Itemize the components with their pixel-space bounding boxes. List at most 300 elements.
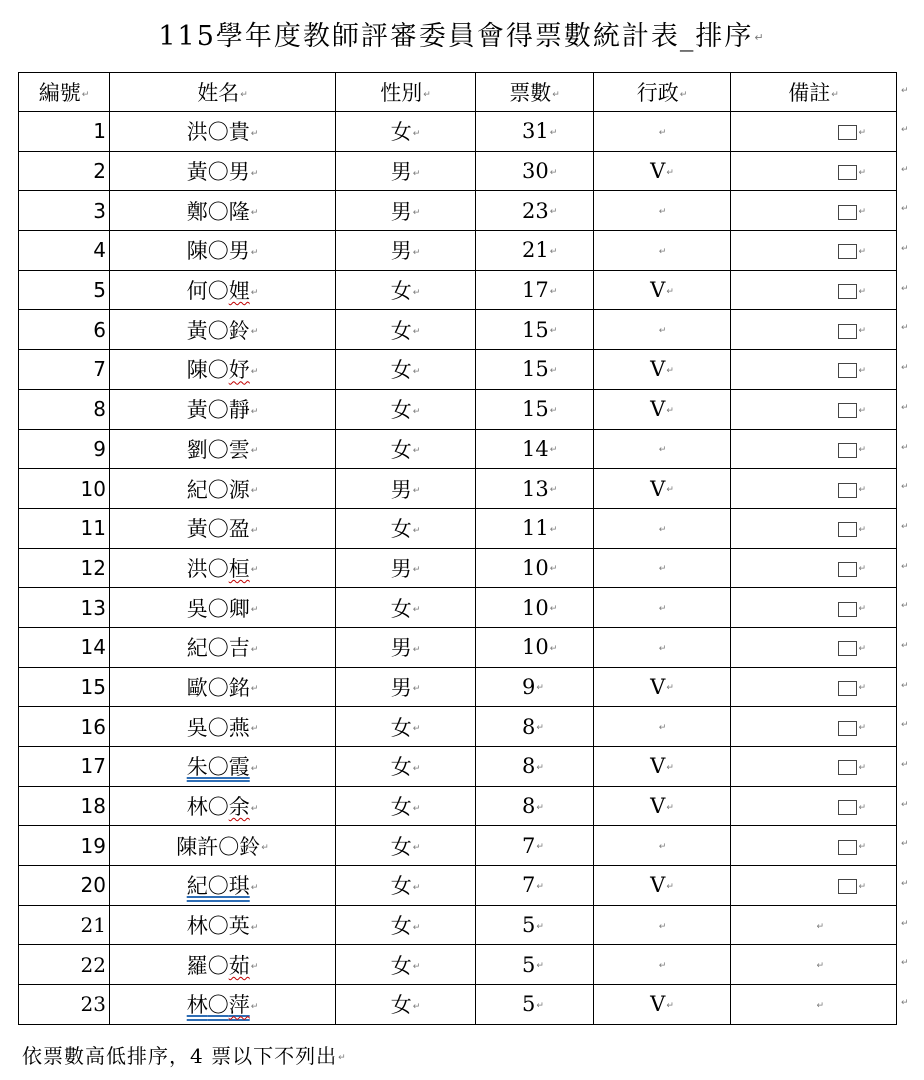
paragraph-mark-icon: ↵ [658, 524, 667, 535]
remark-checkbox[interactable] [838, 165, 857, 180]
header-votes: 票數↵ [476, 73, 594, 112]
cell-remark [731, 548, 897, 588]
paragraph-mark-icon: ↵ [666, 762, 674, 773]
paragraph-mark-icon: ↵ [658, 961, 667, 972]
cell-number: 1 [19, 112, 110, 152]
paragraph-mark-icon: ↵ [658, 564, 667, 575]
paragraph-mark-icon: ↵ [658, 723, 667, 734]
paragraph-mark-icon: ↵ [250, 525, 259, 536]
table-row [19, 270, 897, 310]
paragraph-mark-icon: ↵ [901, 681, 909, 691]
paragraph-mark-icon: ↵ [858, 246, 866, 257]
cell-admin [594, 310, 731, 350]
cell-remark [731, 905, 897, 945]
table-row [19, 866, 897, 906]
cell-remark [731, 350, 897, 390]
paragraph-mark-icon: ↵ [858, 286, 866, 297]
cell-votes: 7↵ [476, 826, 594, 866]
paragraph-mark-icon: ↵ [901, 720, 909, 730]
paragraph-mark-icon: ↵ [901, 284, 909, 294]
cell-remark [731, 786, 897, 826]
paragraph-mark-icon: ↵ [658, 127, 667, 138]
cell-number: 23 [19, 985, 110, 1025]
cell-admin: V↵ [594, 151, 731, 191]
table-row [19, 429, 897, 469]
cell-number: 6 [19, 310, 110, 350]
cell-votes: 10↵ [476, 588, 594, 628]
paragraph-mark-icon: ↵ [666, 881, 674, 892]
cell-gender: 男↵ [336, 667, 476, 707]
table-row [19, 985, 897, 1025]
paragraph-mark-icon: ↵ [858, 207, 866, 218]
cell-admin: V↵ [594, 667, 731, 707]
cell-name: 林〇余↵ [110, 786, 336, 826]
cell-votes: 15↵ [476, 389, 594, 429]
paragraph-mark-icon: ↵ [901, 85, 909, 96]
paragraph-mark-icon: ↵ [901, 601, 909, 611]
paragraph-mark-icon: ↵ [816, 1000, 824, 1011]
paragraph-mark-icon: ↵ [250, 287, 259, 298]
cell-remark [731, 429, 897, 469]
remark-checkbox[interactable] [838, 721, 857, 736]
paragraph-mark-icon: ↵ [549, 524, 558, 535]
table-row [19, 469, 897, 509]
paragraph-mark-icon: ↵ [338, 1052, 347, 1063]
paragraph-mark-icon: ↵ [250, 327, 259, 338]
paragraph-mark-icon: ↵ [658, 326, 667, 337]
cell-name: 黃〇靜↵ [110, 389, 336, 429]
vote-count-table [18, 72, 897, 1025]
cell-gender: 女↵ [336, 985, 476, 1025]
paragraph-mark-icon: ↵ [536, 881, 544, 892]
cell-votes: 8↵ [476, 747, 594, 787]
paragraph-mark-icon: ↵ [250, 128, 259, 139]
cell-votes: 8↵ [476, 707, 594, 747]
remark-checkbox[interactable] [838, 324, 857, 339]
paragraph-mark-icon: ↵ [901, 165, 909, 175]
remark-checkbox[interactable] [838, 125, 857, 140]
paragraph-mark-icon: ↵ [858, 524, 866, 535]
paragraph-mark-icon: ↵ [901, 562, 909, 572]
cell-gender: 女↵ [336, 786, 476, 826]
paragraph-mark-icon: ↵ [250, 565, 259, 576]
cell-remark [731, 469, 897, 509]
table-row [19, 191, 897, 231]
cell-gender: 男↵ [336, 548, 476, 588]
cell-admin [594, 429, 731, 469]
header-admin: 行政↵ [594, 73, 731, 112]
paragraph-mark-icon: ↵ [858, 445, 866, 456]
cell-remark [731, 112, 897, 152]
remark-checkbox[interactable] [838, 403, 857, 418]
paragraph-mark-icon: ↵ [412, 644, 421, 655]
cell-gender: 男↵ [336, 627, 476, 667]
cell-admin: V↵ [594, 866, 731, 906]
cell-number: 16 [19, 707, 110, 747]
paragraph-mark-icon: ↵ [549, 127, 558, 138]
paragraph-mark-icon: ↵ [858, 405, 866, 416]
cell-admin [594, 627, 731, 667]
paragraph-mark-icon: ↵ [901, 998, 909, 1008]
cell-gender: 女↵ [336, 310, 476, 350]
paragraph-mark-icon: ↵ [549, 564, 558, 575]
cell-admin: V↵ [594, 389, 731, 429]
remark-checkbox[interactable] [838, 522, 857, 537]
paragraph-mark-icon: ↵ [901, 125, 909, 135]
paragraph-mark-icon: ↵ [816, 921, 824, 932]
remark-checkbox[interactable] [838, 443, 857, 458]
paragraph-mark-icon: ↵ [658, 207, 667, 218]
cell-votes: 5↵ [476, 905, 594, 945]
paragraph-mark-icon: ↵ [412, 763, 421, 774]
paragraph-mark-icon: ↵ [412, 208, 421, 219]
cell-name: 林〇英↵ [110, 905, 336, 945]
paragraph-mark-icon: ↵ [901, 800, 909, 810]
cell-admin [594, 231, 731, 271]
paragraph-mark-icon: ↵ [901, 839, 909, 849]
cell-number: 11 [19, 508, 110, 548]
paragraph-mark-icon: ↵ [666, 167, 674, 178]
cell-number: 2 [19, 151, 110, 191]
cell-name: 紀〇吉↵ [110, 627, 336, 667]
paragraph-mark-icon: ↵ [412, 406, 421, 417]
paragraph-mark-icon: ↵ [858, 604, 866, 615]
table-row [19, 945, 897, 985]
cell-votes: 5↵ [476, 945, 594, 985]
cell-remark [731, 747, 897, 787]
table-row [19, 905, 897, 945]
cell-name: 陳〇妤↵ [110, 350, 336, 390]
paragraph-mark-icon: ↵ [250, 208, 259, 219]
header-gender: 性別↵ [336, 73, 476, 112]
paragraph-mark-icon: ↵ [250, 882, 259, 893]
remark-checkbox[interactable] [838, 840, 857, 855]
paragraph-mark-icon: ↵ [901, 522, 909, 532]
paragraph-mark-icon: ↵ [412, 565, 421, 576]
remark-checkbox[interactable] [838, 205, 857, 220]
paragraph-mark-icon: ↵ [412, 803, 421, 814]
paragraph-mark-icon: ↵ [858, 365, 866, 376]
cell-gender: 女↵ [336, 588, 476, 628]
cell-gender: 女↵ [336, 508, 476, 548]
paragraph-mark-icon: ↵ [549, 643, 558, 654]
cell-remark [731, 707, 897, 747]
cell-votes: 15↵ [476, 350, 594, 390]
cell-number: 22 [19, 945, 110, 985]
header-name: 姓名↵ [110, 73, 336, 112]
table-header-row [19, 73, 897, 112]
paragraph-mark-icon: ↵ [250, 1001, 259, 1012]
table-row [19, 707, 897, 747]
cell-number: 12 [19, 548, 110, 588]
cell-admin [594, 707, 731, 747]
paragraph-mark-icon: ↵ [549, 326, 558, 337]
cell-votes: 17↵ [476, 270, 594, 310]
cell-number: 19 [19, 826, 110, 866]
paragraph-mark-icon: ↵ [658, 246, 667, 257]
cell-name: 吳〇燕↵ [110, 707, 336, 747]
paragraph-mark-icon: ↵ [412, 446, 421, 457]
paragraph-mark-icon: ↵ [858, 326, 866, 337]
header-number: 編號↵ [19, 73, 110, 112]
paragraph-mark-icon: ↵ [536, 723, 544, 734]
cell-gender: 女↵ [336, 350, 476, 390]
cell-name: 黃〇男↵ [110, 151, 336, 191]
table-body [19, 112, 897, 1025]
paragraph-mark-icon: ↵ [858, 564, 866, 575]
cell-name: 黃〇鈴↵ [110, 310, 336, 350]
cell-number: 15 [19, 667, 110, 707]
table-row [19, 389, 897, 429]
cell-remark [731, 588, 897, 628]
paragraph-mark-icon: ↵ [412, 962, 421, 973]
cell-votes: 31↵ [476, 112, 594, 152]
table-row [19, 786, 897, 826]
cell-admin [594, 905, 731, 945]
remark-checkbox[interactable] [838, 244, 857, 259]
cell-number: 7 [19, 350, 110, 390]
remark-checkbox[interactable] [838, 681, 857, 696]
paragraph-mark-icon: ↵ [666, 485, 674, 496]
paragraph-mark-icon: ↵ [549, 207, 558, 218]
cell-remark [731, 389, 897, 429]
paragraph-mark-icon: ↵ [250, 644, 259, 655]
cell-name: 紀〇源↵ [110, 469, 336, 509]
paragraph-mark-icon: ↵ [858, 802, 866, 813]
cell-remark [731, 826, 897, 866]
cell-number: 5 [19, 270, 110, 310]
paragraph-mark-icon: ↵ [412, 525, 421, 536]
paragraph-mark-icon: ↵ [536, 683, 544, 694]
cell-number: 18 [19, 786, 110, 826]
paragraph-mark-icon: ↵ [658, 445, 667, 456]
paragraph-mark-icon: ↵ [658, 921, 667, 932]
table-row [19, 350, 897, 390]
remark-checkbox[interactable] [838, 363, 857, 378]
cell-name: 洪〇桓↵ [110, 548, 336, 588]
paragraph-mark-icon: ↵ [412, 724, 421, 735]
cell-admin [594, 548, 731, 588]
paragraph-mark-icon: ↵ [536, 921, 544, 932]
paragraph-mark-icon: ↵ [250, 446, 259, 457]
remark-checkbox[interactable] [838, 284, 857, 299]
table-row [19, 112, 897, 152]
paragraph-mark-icon: ↵ [412, 486, 421, 497]
paragraph-mark-icon: ↵ [858, 485, 866, 496]
cell-remark [731, 985, 897, 1025]
remark-checkbox[interactable] [838, 641, 857, 656]
cell-remark [731, 310, 897, 350]
paragraph-mark-icon: ↵ [536, 842, 544, 853]
cell-number: 17 [19, 747, 110, 787]
header-remark: 備註↵ [731, 73, 897, 112]
cell-name: 紀〇琪↵ [110, 866, 336, 906]
cell-votes: 23↵ [476, 191, 594, 231]
paragraph-mark-icon: ↵ [858, 842, 866, 853]
cell-number: 8 [19, 389, 110, 429]
cell-votes: 10↵ [476, 548, 594, 588]
paragraph-mark-icon: ↵ [816, 961, 824, 972]
cell-number: 3 [19, 191, 110, 231]
table-row [19, 508, 897, 548]
table-row [19, 627, 897, 667]
paragraph-mark-icon: ↵ [549, 286, 558, 297]
cell-remark [731, 667, 897, 707]
paragraph-mark-icon: ↵ [250, 962, 259, 973]
paragraph-mark-icon: ↵ [536, 802, 544, 813]
cell-number: 13 [19, 588, 110, 628]
cell-gender: 女↵ [336, 270, 476, 310]
paragraph-mark-icon: ↵ [412, 605, 421, 616]
remark-checkbox[interactable] [838, 602, 857, 617]
table-row [19, 548, 897, 588]
cell-number: 14 [19, 627, 110, 667]
paragraph-mark-icon: ↵ [858, 723, 866, 734]
cell-gender: 女↵ [336, 707, 476, 747]
paragraph-mark-icon: ↵ [901, 244, 909, 254]
cell-gender: 女↵ [336, 866, 476, 906]
cell-number: 9 [19, 429, 110, 469]
cell-admin: V↵ [594, 469, 731, 509]
cell-votes: 14↵ [476, 429, 594, 469]
paragraph-mark-icon: ↵ [250, 366, 259, 377]
paragraph-mark-icon: ↵ [412, 287, 421, 298]
cell-remark [731, 508, 897, 548]
cell-admin [594, 945, 731, 985]
paragraph-mark-icon: ↵ [250, 724, 259, 735]
paragraph-mark-icon: ↵ [536, 1000, 544, 1011]
paragraph-mark-icon: ↵ [536, 961, 544, 972]
cell-gender: 女↵ [336, 389, 476, 429]
paragraph-mark-icon: ↵ [412, 247, 421, 258]
document-title [0, 14, 924, 53]
paragraph-mark-icon: ↵ [666, 1000, 674, 1011]
paragraph-mark-icon: ↵ [666, 802, 674, 813]
paragraph-mark-icon: ↵ [250, 803, 259, 814]
paragraph-mark-icon: ↵ [901, 403, 909, 413]
paragraph-mark-icon: ↵ [412, 684, 421, 695]
table-row [19, 747, 897, 787]
paragraph-mark-icon: ↵ [658, 643, 667, 654]
paragraph-mark-icon: ↵ [858, 683, 866, 694]
cell-admin [594, 112, 731, 152]
table-row [19, 826, 897, 866]
cell-remark [731, 270, 897, 310]
cell-admin: V↵ [594, 270, 731, 310]
document-title-text: 115學年度教師評審委員會得票數統計表_排序 [158, 21, 754, 52]
paragraph-mark-icon: ↵ [858, 881, 866, 892]
cell-gender: 女↵ [336, 112, 476, 152]
cell-admin: V↵ [594, 985, 731, 1025]
cell-votes: 5↵ [476, 985, 594, 1025]
cell-remark [731, 866, 897, 906]
paragraph-mark-icon: ↵ [250, 406, 259, 417]
paragraph-mark-icon: ↵ [901, 363, 909, 373]
cell-number: 21 [19, 905, 110, 945]
cell-admin [594, 508, 731, 548]
paragraph-mark-icon: ↵ [666, 365, 674, 376]
cell-votes: 30↵ [476, 151, 594, 191]
cell-admin: V↵ [594, 786, 731, 826]
cell-name: 陳許〇鈴↵ [110, 826, 336, 866]
cell-admin [594, 826, 731, 866]
paragraph-mark-icon: ↵ [901, 641, 909, 651]
cell-votes: 13↵ [476, 469, 594, 509]
paragraph-mark-icon: ↵ [549, 365, 558, 376]
cell-admin: V↵ [594, 350, 731, 390]
paragraph-mark-icon: ↵ [549, 604, 558, 615]
paragraph-mark-icon: ↵ [658, 842, 667, 853]
cell-gender: 女↵ [336, 747, 476, 787]
cell-votes: 7↵ [476, 866, 594, 906]
remark-checkbox[interactable] [838, 800, 857, 815]
paragraph-mark-icon: ↵ [412, 1001, 421, 1012]
paragraph-mark-icon: ↵ [901, 482, 909, 492]
cell-admin [594, 191, 731, 231]
paragraph-mark-icon: ↵ [412, 882, 421, 893]
cell-name: 鄭〇隆↵ [110, 191, 336, 231]
cell-gender: 男↵ [336, 151, 476, 191]
remark-checkbox[interactable] [838, 760, 857, 775]
paragraph-mark-icon: ↵ [412, 922, 421, 933]
paragraph-mark-icon: ↵ [901, 760, 909, 770]
paragraph-mark-icon: ↵ [666, 683, 674, 694]
paragraph-mark-icon: ↵ [412, 128, 421, 139]
paragraph-mark-icon: ↵ [250, 684, 259, 695]
paragraph-mark-icon: ↵ [412, 843, 421, 854]
cell-name: 吳〇卿↵ [110, 588, 336, 628]
remark-checkbox[interactable] [838, 879, 857, 894]
paragraph-mark-icon: ↵ [536, 762, 544, 773]
footer-note-text: 依票數高低排序，4 票以下不列出 [22, 1044, 338, 1068]
paragraph-mark-icon: ↵ [250, 247, 259, 258]
paragraph-mark-icon: ↵ [858, 167, 866, 178]
cell-votes: 10↵ [476, 627, 594, 667]
table-row [19, 231, 897, 271]
paragraph-mark-icon: ↵ [412, 327, 421, 338]
paragraph-mark-icon: ↵ [858, 762, 866, 773]
paragraph-mark-icon: ↵ [666, 405, 674, 416]
paragraph-mark-icon: ↵ [549, 246, 558, 257]
paragraph-mark-icon: ↵ [549, 445, 558, 456]
cell-name: 羅〇茹↵ [110, 945, 336, 985]
cell-gender: 男↵ [336, 191, 476, 231]
cell-name: 林〇萍↵ [110, 985, 336, 1025]
cell-remark [731, 191, 897, 231]
cell-votes: 9↵ [476, 667, 594, 707]
paragraph-mark-icon: ↵ [858, 127, 866, 138]
paragraph-mark-icon: ↵ [261, 843, 269, 854]
paragraph-mark-icon: ↵ [250, 922, 259, 933]
cell-name: 洪〇貴↵ [110, 112, 336, 152]
paragraph-mark-icon: ↵ [250, 486, 259, 497]
paragraph-mark-icon: ↵ [858, 643, 866, 654]
cell-gender: 男↵ [336, 231, 476, 271]
table-row [19, 151, 897, 191]
paragraph-mark-icon: ↵ [901, 958, 909, 968]
cell-gender: 女↵ [336, 826, 476, 866]
cell-votes: 21↵ [476, 231, 594, 271]
paragraph-mark-icon: ↵ [658, 604, 667, 615]
paragraph-mark-icon: ↵ [250, 605, 259, 616]
paragraph-mark-icon: ↵ [412, 168, 421, 179]
remark-checkbox[interactable] [838, 483, 857, 498]
remark-checkbox[interactable] [838, 562, 857, 577]
cell-name: 朱〇霞↵ [110, 747, 336, 787]
cell-gender: 女↵ [336, 905, 476, 945]
cell-name: 何〇娌↵ [110, 270, 336, 310]
cell-gender: 女↵ [336, 429, 476, 469]
